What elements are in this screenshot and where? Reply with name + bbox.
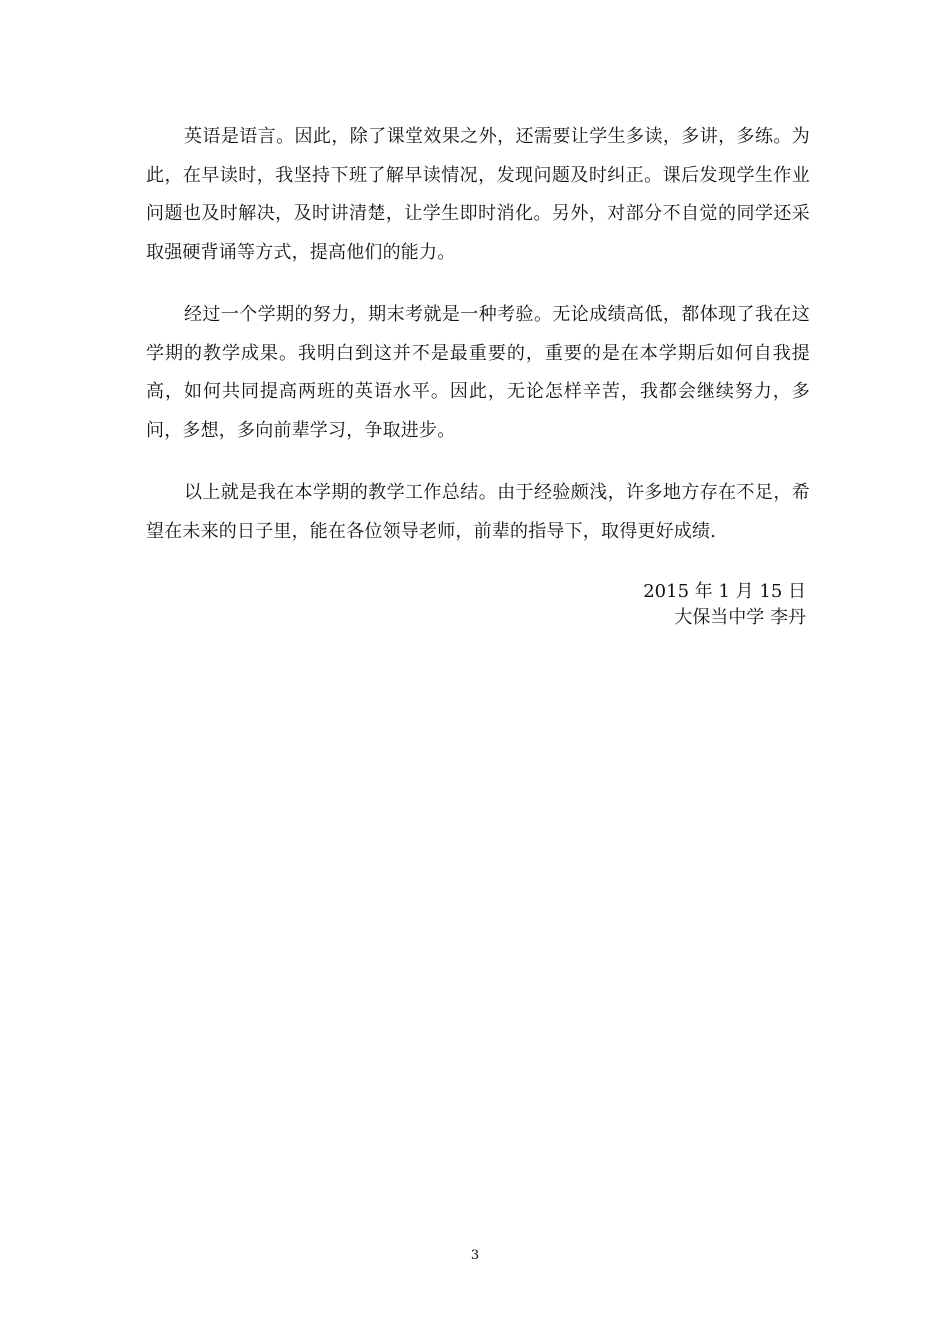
paragraph-3: 以上就是我在本学期的教学工作总结。由于经验颇浅，许多地方存在不足，希望在未来的日子里，能在各位领导老师，前辈的指导下，取得更好成绩. [146,482,810,542]
paragraph-1: 英语是语言。因此，除了课堂效果之外，还需要让学生多读，多讲，多练。为此，在早读时，我坚持下班了解早读情况，发现问题及时纠正。课后发现学生作业问题也及时解决，及时讲清楚，让学生即时消化。另外，对部分不自觉的同学还采取强硬背诵等方式，提高他们的能力。 [146,126,810,263]
signature-author: 大保当中学 李丹 [674,607,806,628]
paragraph-2: 经过一个学期的努力，期末考就是一种考验。无论成绩高低，都体现了我在这学期的教学成果。我明白到这并不是最重要的，重要的是在本学期后如何自我提高，如何共同提高两班的英语水平。因此，无论怎样辛苦，我都会继续努力，多问，多想，多向前辈学习，争取进步。 [146,304,810,441]
signature-date: 2015 年 1 月 15 日 [643,581,806,602]
document-body [146,118,810,575]
signature-block [643,579,806,631]
page-number: 3 [470,1248,480,1263]
